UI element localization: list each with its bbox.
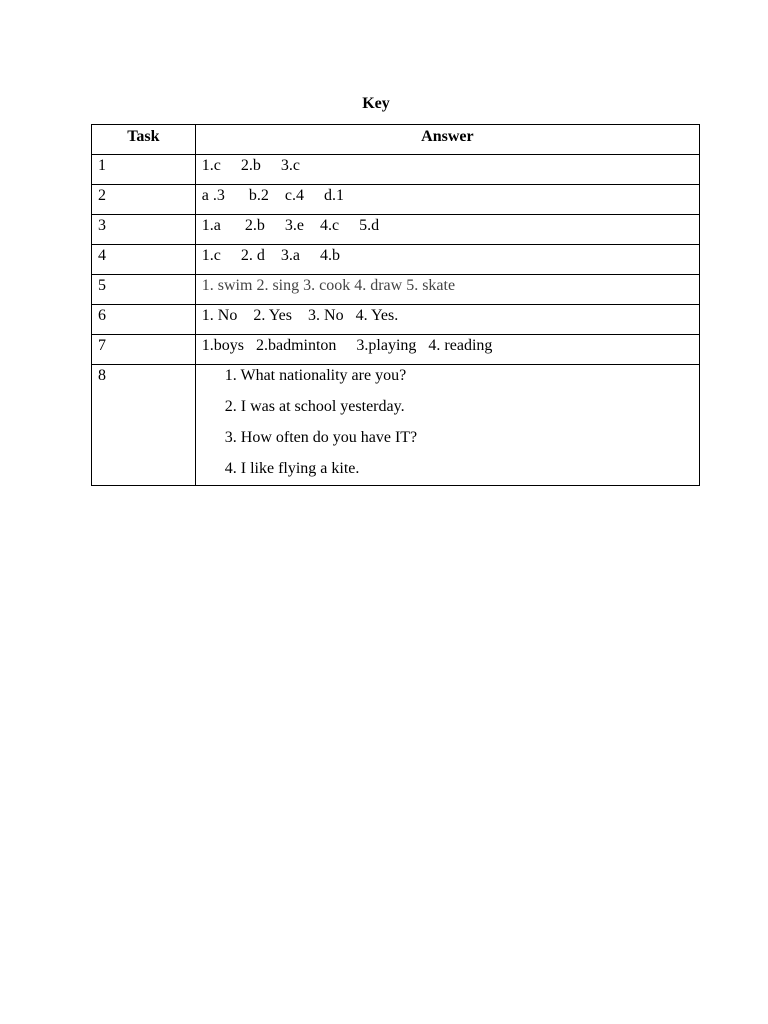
task-number: 6 — [92, 305, 196, 335]
answer-cell: a .3 b.2 c.4 d.1 — [195, 185, 699, 215]
sentence-list — [202, 365, 693, 485]
answer-cell: 1.c 2. d 3.a 4.b — [195, 245, 699, 275]
table-header-row — [92, 125, 700, 155]
table-row — [92, 245, 700, 275]
task-number: 4 — [92, 245, 196, 275]
task-number: 8 — [92, 365, 196, 486]
task-number: 2 — [92, 185, 196, 215]
page-title: Key — [362, 95, 390, 112]
table-row — [92, 335, 700, 365]
task-number: 1 — [92, 155, 196, 185]
answer-column-header: Answer — [195, 125, 699, 155]
answer-cell: 1.c 2.b 3.c — [195, 155, 699, 185]
table-row — [92, 155, 700, 185]
answer-key-table — [91, 124, 700, 486]
task-column-header: Task — [92, 125, 196, 155]
answer-cell: 1.a 2.b 3.e 4.c 5.d — [195, 215, 699, 245]
table-row — [92, 185, 700, 215]
list-item: 3. How often do you have IT? — [224, 429, 418, 446]
table-row — [92, 305, 700, 335]
answer-cell: 1. swim 2. sing 3. cook 4. draw 5. skate — [195, 275, 699, 305]
task-number: 3 — [92, 215, 196, 245]
list-item: 4. I like flying a kite. — [224, 460, 360, 477]
task-number: 7 — [92, 335, 196, 365]
answer-cell: 1.boys 2.badminton 3.playing 4. reading — [195, 335, 699, 365]
table-row — [92, 365, 700, 486]
list-item: 2. I was at school yesterday. — [224, 398, 405, 415]
table-row — [92, 215, 700, 245]
answer-cell — [195, 365, 699, 486]
list-item: 1. What nationality are you? — [224, 367, 407, 384]
table-row — [92, 275, 700, 305]
answer-cell: 1. No 2. Yes 3. No 4. Yes. — [195, 305, 699, 335]
task-number: 5 — [92, 275, 196, 305]
